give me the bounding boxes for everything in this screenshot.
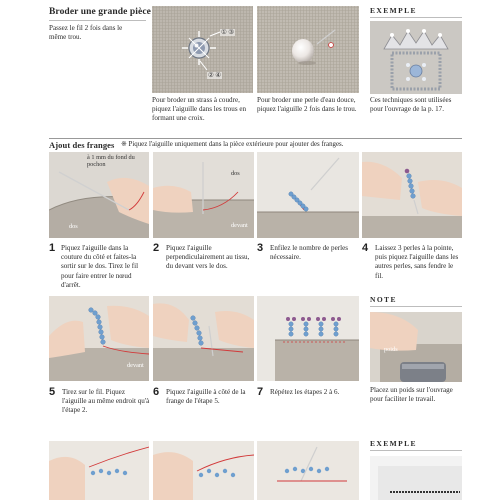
photo-strass (152, 6, 253, 93)
photo5-devant-label: devant (127, 362, 144, 369)
franges-divider (49, 138, 462, 139)
exemple-title-bottom: EXEMPLE (370, 439, 417, 448)
photo2-devant-label: devant (231, 222, 248, 229)
note-divider (370, 306, 462, 307)
crown-illustration (370, 21, 462, 94)
step-text-1: Piquez l'aiguille dans la couture du côté et faites-la sortir sur le dos. Tirez le fil pour faire entrer le nœud d'arrêt. (61, 244, 139, 289)
step-number-6: 6 (153, 386, 160, 398)
photo-step-7 (257, 296, 359, 381)
exemple-divider-bottom (370, 450, 462, 451)
photo-note-poids (370, 312, 462, 382)
photo-step-6 (153, 296, 254, 381)
step7-illustration (257, 296, 359, 381)
photo1-dos-label: dos (69, 223, 78, 230)
photo-exemple-crown (370, 21, 462, 94)
cross-order-label-top: ① ③ (221, 29, 234, 36)
photo-bottom-2 (153, 441, 254, 500)
exemple-bottom-illustration (370, 456, 462, 500)
photo-bottom-1 (49, 441, 149, 500)
photo2-dos-label: dos (231, 170, 240, 177)
photo1-mm-label: à 1 mm du fond du pochon (87, 154, 135, 168)
photo-step-2 (153, 152, 254, 238)
step-text-3: Enfilez le nombre de perles nécessaire. (270, 244, 348, 262)
caption-strass: Pour broder un strass à coudre, piquez l'aiguille dans les trous en formant une croix. (152, 96, 247, 123)
step-text-5: Tirez sur le fil. Piquez l'aiguille au même endroit qu'à l'étape 2. (62, 388, 150, 415)
photo-step-3 (257, 152, 359, 238)
caption-perle: Pour broder une perle d'eau douce, piquez l'aiguille 2 fois dans le trou. (257, 96, 357, 114)
step-number-2: 2 (153, 242, 160, 254)
photo-step-1 (49, 152, 149, 238)
photo-step-4 (362, 152, 462, 238)
bottom3-illustration (257, 441, 359, 500)
strass-illustration (152, 6, 253, 93)
cross-order-label-bottom: ② ④ (208, 72, 221, 79)
step-number-1: 1 (49, 242, 56, 254)
step-number-7: 7 (257, 386, 264, 398)
poids-label: poids (384, 346, 398, 353)
exemple-caption-top: Ces techniques sont utilisées pour l'ouvrage de la p. 17. (370, 96, 452, 114)
intro-text: Passez le fil 2 fois dans le même trou. (49, 24, 123, 42)
franges-note: ※ Piquez l'aiguille uniquement dans la pièce extérieure pour ajouter des franges. (121, 141, 344, 148)
step-number-4: 4 (362, 242, 369, 254)
photo-perle (257, 6, 359, 93)
step-number-3: 3 (257, 242, 264, 254)
bottom1-illustration (49, 441, 149, 500)
note-caption: Placez un poids sur l'ouvrage pour faciliter le travail. (370, 386, 453, 404)
step-text-4: Laissez 3 perles à la pointe, puis piquez l'aiguille dans les autres perles, sans fendre le fil. (375, 244, 459, 280)
exemple-title-top: EXEMPLE (370, 6, 417, 15)
photo-step-5 (49, 296, 149, 381)
step3-illustration (257, 152, 359, 238)
step-text-6: Piquez l'aiguille à côté de la frange de l'étape 5. (166, 388, 246, 406)
bottom2-illustration (153, 441, 254, 500)
step-number-5: 5 (49, 386, 56, 398)
step6-illustration (153, 296, 254, 381)
perle-illustration (257, 6, 359, 93)
step4-illustration (362, 152, 462, 238)
section-divider (49, 20, 146, 21)
step-text-2: Piquez l'aiguille perpendiculairement au tissu, du devant vers le dos. (166, 244, 250, 271)
section-title-franges: Ajout des franges (49, 140, 115, 150)
section-title-grande-piece: Broder une grande pièce (49, 7, 151, 17)
note-title: NOTE (370, 295, 397, 304)
photo-exemple-bottom (370, 456, 462, 500)
exemple-divider-top (370, 17, 462, 18)
step-text-7: Répétez les étapes 2 à 6. (270, 388, 340, 396)
photo-bottom-3 (257, 441, 359, 500)
